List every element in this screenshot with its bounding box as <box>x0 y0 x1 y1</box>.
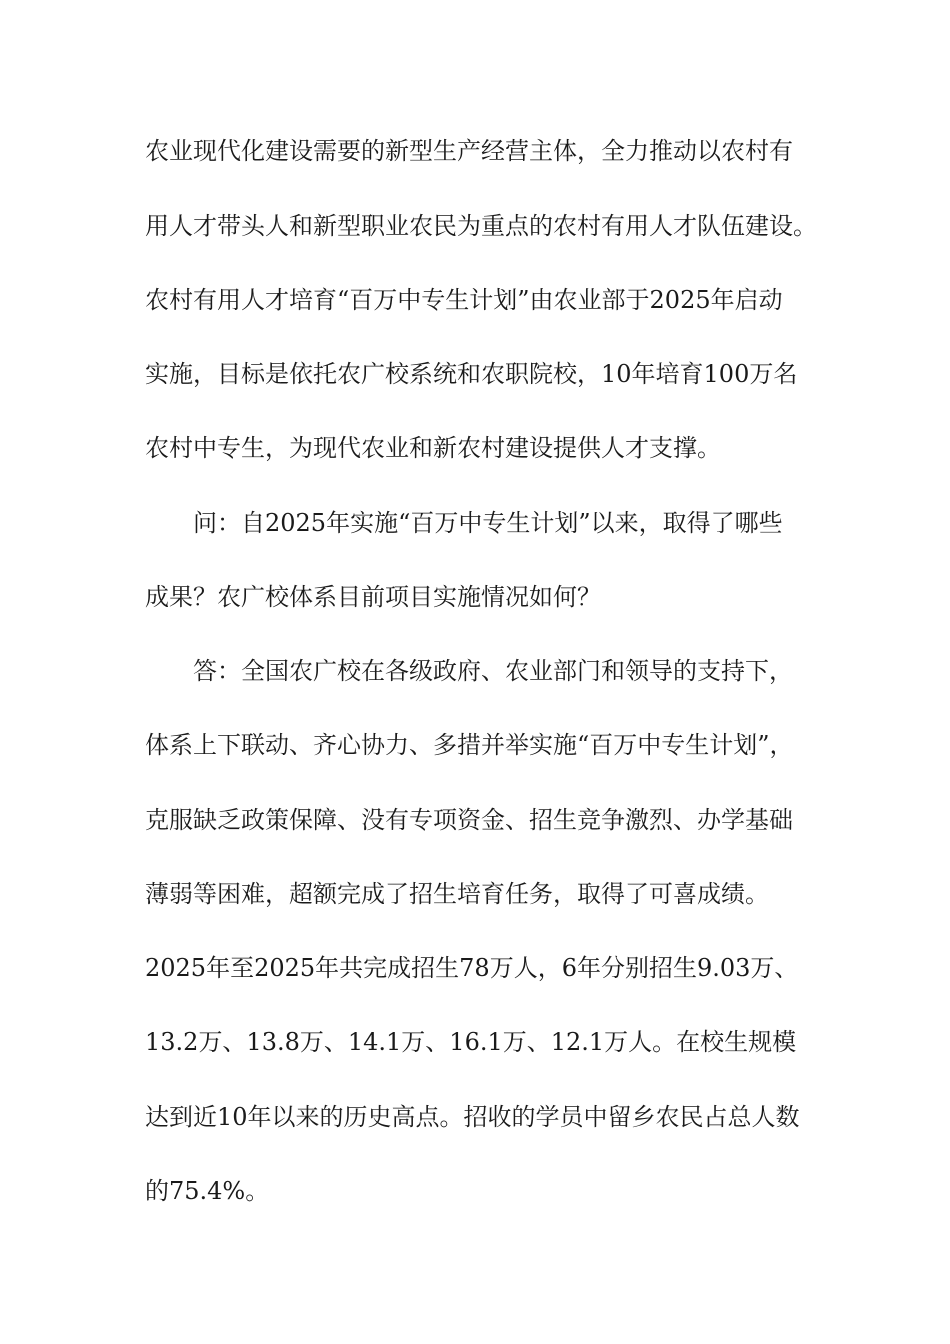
answer-line: 的75.4%。 <box>145 1177 270 1205</box>
question-line: 成果？农广校体系目前项目实施情况如何？ <box>145 583 601 611</box>
text-line: 农村中专生，为现代农业和新农村建设提供人才支撑。 <box>145 434 721 462</box>
answer-line: 体系上下联动、齐心协力、多措并举实施“百万中专生计划”， <box>145 731 794 759</box>
answer-line: 答：全国农广校在各级政府、农业部门和领导的支持下， <box>193 657 793 685</box>
answer-line: 克服缺乏政策保障、没有专项资金、招生竞争激烈、办学基础 <box>145 806 793 834</box>
text-line: 实施，目标是依托农广校系统和农职院校，10年培育100万名 <box>145 360 798 388</box>
answer-line: 13.2万、13.8万、14.1万、16.1万、12.1万人。在校生规模 <box>145 1028 797 1056</box>
answer-line: 2025年至2025年共完成招生78万人，6年分别招生9.03万、 <box>145 954 799 982</box>
answer-line: 达到近10年以来的历史高点。招收的学员中留乡农民占总人数 <box>145 1103 800 1131</box>
text-line: 农业现代化建设需要的新型生产经营主体，全力推动以农村有 <box>145 137 793 165</box>
question-line: 问：自2025年实施“百万中专生计划”以来，取得了哪些 <box>193 509 783 537</box>
answer-line: 薄弱等困难，超额完成了招生培育任务，取得了可喜成绩。 <box>145 880 769 908</box>
text-line: 用人才带头人和新型职业农民为重点的农村有用人才队伍建设。 <box>145 212 817 240</box>
text-line: 农村有用人才培育“百万中专生计划”由农业部于2025年启动 <box>145 286 783 314</box>
